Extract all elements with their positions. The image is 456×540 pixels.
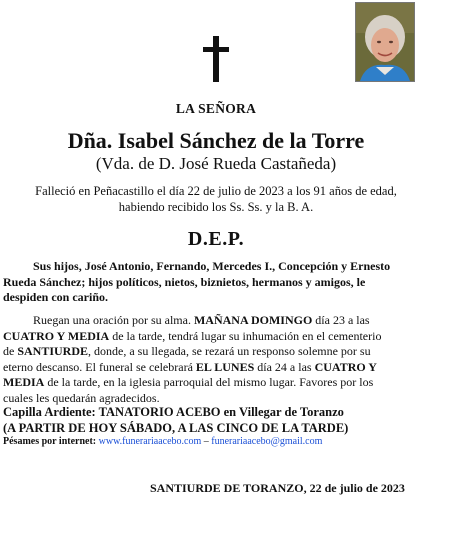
family-line: despiden con cariño. <box>3 290 109 304</box>
death-notice-line: Falleció en Peñacastillo el día 22 de julio de 2023 a los 91 años de edad, <box>35 184 397 198</box>
ceremony-text: Ruegan una oración por su alma. <box>33 313 194 327</box>
ceremony-text: día 23 a las <box>312 313 370 327</box>
widow-of: (Vda. de D. José Rueda Castañeda) <box>95 154 337 173</box>
ceremony-place: SANTIURDE <box>17 344 89 358</box>
ceremony-text: de la tarde, tendrá lugar su inhumación en el cementerio <box>109 328 382 343</box>
ceremony-day: MAÑANA DOMINGO <box>193 313 313 327</box>
death-notice <box>0 183 432 215</box>
ceremony-line: cuales les quedarán agradecidos. <box>3 390 160 405</box>
family-line: Sus hijos, José Antonio, Fernando, Mercedes I., Concepción y Ernesto <box>33 259 391 273</box>
capilla-schedule: (A PARTIR DE HOY SÁBADO, A LAS CINCO DE LA TARDE) <box>3 420 349 435</box>
capilla-location: Capilla Ardiente: TANATORIO ACEBO en Villegar de Toranzo <box>3 405 344 419</box>
ceremony-line <box>3 313 430 329</box>
place-date-footer: SANTIURDE DE TORANZO, 22 de julio de 2023 <box>150 481 405 495</box>
cross-icon <box>198 36 234 82</box>
email-link[interactable]: funerariaacebo@gmail.com <box>211 436 323 447</box>
ceremony-line <box>3 375 430 391</box>
dep-heading: D.E.P. <box>187 228 245 250</box>
family-line: Rueda Sánchez; hijos políticos, nietos, biznietos, hermanos y amigos, le <box>3 274 366 289</box>
condolences-line <box>3 436 322 447</box>
death-notice-line: habiendo recibido los Ss. Ss. y la B. A. <box>118 200 314 214</box>
condolences-label: Pésames por internet: <box>3 436 99 447</box>
portrait-photo <box>355 2 415 82</box>
ceremony-text: de <box>3 344 18 358</box>
website-link[interactable]: www.funerariaacebo.com <box>98 436 202 447</box>
ceremony-text: eterno descanso. El funeral se celebrará <box>3 359 196 374</box>
deceased-name: Dña. Isabel Sánchez de la Torre <box>67 128 365 153</box>
ceremony-line <box>3 344 430 360</box>
family-paragraph <box>3 259 430 306</box>
ceremony-line <box>3 360 430 376</box>
ceremony-text: día 24 a las <box>254 359 315 374</box>
separator: – <box>201 436 212 447</box>
ceremony-line <box>3 329 430 345</box>
capilla-ardiente <box>3 405 348 436</box>
funeral-time: CUATRO Y <box>314 359 377 374</box>
ceremony-text: de la tarde, en la iglesia parroquial del mismo lugar. Favores por los <box>44 375 374 389</box>
ceremony-time: CUATRO Y MEDIA <box>3 328 110 343</box>
ceremony-text: , donde, a su llegada, se rezará un responso solemne por su <box>88 344 371 358</box>
ceremony-paragraph <box>3 313 430 406</box>
funeral-day: EL LUNES <box>195 359 255 374</box>
funeral-time: MEDIA <box>3 375 45 389</box>
title-la-senora: LA SEÑORA <box>175 101 257 116</box>
